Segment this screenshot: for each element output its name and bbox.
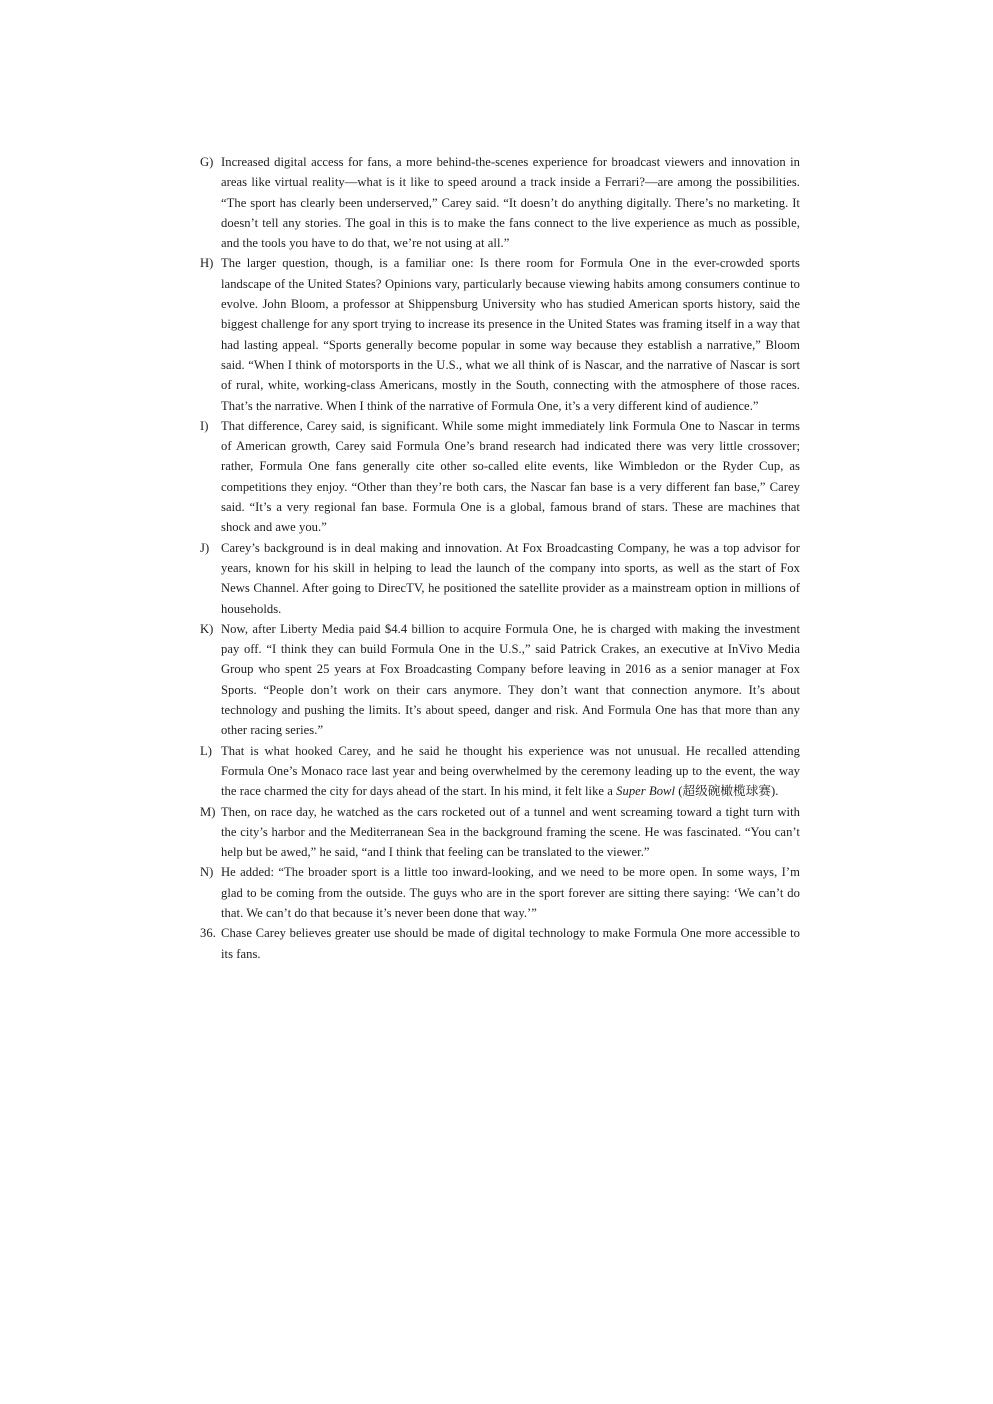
paragraph-l: [200, 741, 800, 802]
paragraph-label: M): [200, 804, 216, 819]
paragraph-i: [200, 416, 800, 538]
paragraph-italic-term: Super Bowl: [616, 784, 676, 799]
paragraph-m: [200, 802, 800, 863]
paragraph-label: I): [200, 418, 209, 433]
paragraph-label: J): [200, 540, 210, 555]
paragraph-label: G): [200, 155, 214, 169]
paragraph-n: [200, 862, 800, 923]
paragraph-label: N): [200, 865, 214, 880]
paragraph-text: Increased digital access for fans, a more behind-the-scenes experience for broadcast viewers and innovation in areas like virtual reality—what is it like to speed around a track inside a Ferrari?—are among the possibilities. “The sport has clearly been underserved,” Carey said. “It doesn’t do anything digitally. There’s no marketing. It doesn’t tell any stories. The goal in this is to make the fans connect to the live experience as much as possible, and the tools you have to do that, we’re not using at all.”: [221, 155, 800, 251]
paragraph-text-tail: (超级碗橄榄球赛).: [675, 784, 779, 799]
paragraph-text: Then, on race day, he watched as the cars rocketed out of a tunnel and went screaming toward a tight turn with the city’s harbor and the Mediterranean Sea in the background framing the scene. He was fascinated. “You can’t help but be awed,” he said, “and I think that feeling can be translated to the viewer.”: [221, 804, 800, 860]
paragraph-text: Now, after Liberty Media paid $4.4 billion to acquire Formula One, he is charged with making the investment pay off. “I think they can build Formula One in the U.S.,” said Patrick Crakes, an executive at InVivo Media Group who spent 25 years at Fox Broadcasting Company before leaving in 2016 as a senior manager at Fox Sports. “People don’t work on their cars anymore. They don’t want that connection anymore. It’s about technology and pushing the limits. It’s about speed, danger and risk. And Formula One has that more than any other racing series.”: [221, 621, 800, 738]
paragraph-text: Carey’s background is in deal making and innovation. At Fox Broadcasting Company, he was a top advisor for years, known for his skill in helping to lead the launch of the company into sports, as well as the start of Fox News Channel. After going to DirecTV, he positioned the satellite provider as a mainstream option in millions of households.: [221, 540, 800, 616]
question-number: 36.: [200, 926, 216, 941]
paragraph-text: That difference, Carey said, is significant. While some might immediately link Formula One to Nascar in terms of American growth, Carey said Formula One’s brand research had indicated there was very little crossover; rather, Formula One fans generally cite other so-called elite events, like Wimbledon or the Ryder Cup, as competitions they enjoy. “Other than they’re both cars, the Nascar fan base is a very different fan base,” Carey said. “It’s a very regional fan base. Formula One is a global, famous brand of stars. These are machines that shock and awe you.”: [221, 418, 800, 535]
paragraph-label: L): [200, 743, 212, 758]
paragraph-text: He added: “The broader sport is a little too inward-looking, and we need to be more open. In some ways, I’m glad to be coming from the outside. The guys who are in the sport forever are sitting there saying: ‘We can’t do that. We can’t do that because it’s never been done that way.’”: [221, 865, 800, 920]
paragraph-label: K): [200, 621, 214, 636]
paragraph-j: [200, 538, 800, 619]
paragraph-text: The larger question, though, is a familiar one: Is there room for Formula One in the ever-crowded sports landscape of the United States? Opinions vary, particularly because viewing habits among consumers continue to evolve. John Bloom, a professor at Shippensburg University who has studied American sports history, said the biggest challenge for any sport trying to increase its presence in the United States was framing itself in a way that had lasting appeal. “Sports generally become popular in some way because they establish a narrative,” Bloom said. “When I think of motorsports in the U.S., what we all think of is Nascar, and the narrative of Nascar is sort of rural, white, working-class Americans, mostly in the South, connecting with the atmosphere of those races. That’s the narrative. When I think of the narrative of Formula One, it’s a very different kind of audience.”: [221, 256, 800, 413]
paragraph-label: H): [200, 256, 214, 271]
paragraph-g: [200, 152, 800, 253]
paragraph-h: [200, 253, 800, 415]
paragraph-text: That is what hooked Carey, and he said he thought his experience was not unusual. He recalled attending Formula One’s Monaco race last year and being overwhelmed by the ceremony leading up to the event, the way the race charmed the city for days ahead of the start. In his mind, it felt like a: [221, 743, 800, 799]
document-page: [200, 152, 800, 964]
paragraph-k: [200, 619, 800, 741]
question-36: [200, 923, 800, 964]
question-text: Chase Carey believes greater use should be made of digital technology to make Formula One more accessible to its fans.: [221, 926, 800, 961]
